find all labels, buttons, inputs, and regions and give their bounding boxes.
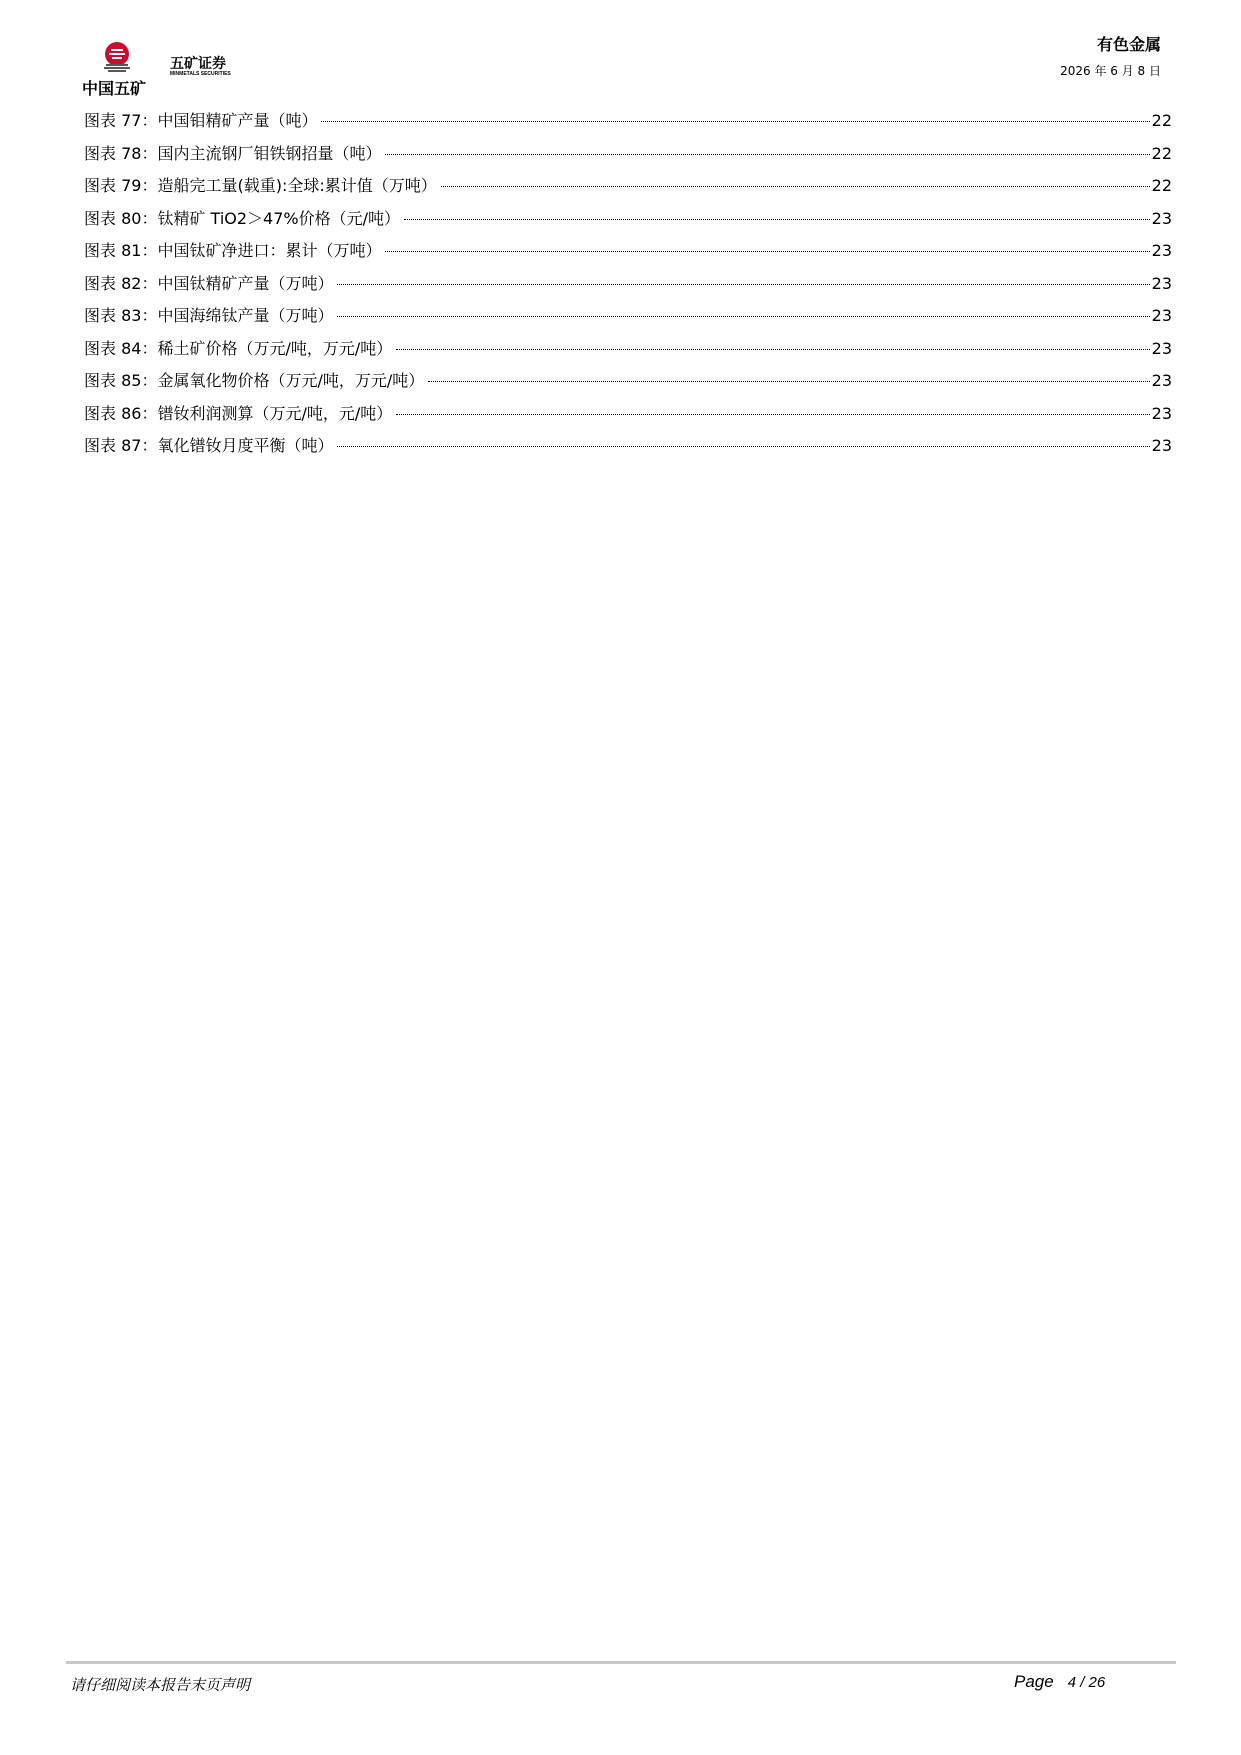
figure-page-number: 23 <box>1151 273 1172 293</box>
page-number: 4 / 26 <box>1067 1674 1106 1691</box>
figure-page-number: 22 <box>1151 143 1172 163</box>
figure-page-number: 23 <box>1151 436 1172 455</box>
figure-list-entry[interactable] <box>84 141 1172 174</box>
footer-disclaimer: 请仔细阅读本报告末页声明 <box>70 1676 251 1694</box>
figure-list-entry[interactable] <box>84 108 1172 141</box>
figure-number: 图表 83： <box>84 306 158 325</box>
figure-page-number: 23 <box>1151 338 1172 358</box>
figure-title: 镨钕利润测算（万元/吨，元/吨） <box>157 403 393 423</box>
dot-leader <box>428 381 1149 382</box>
figure-number: 图表 84： <box>84 338 158 358</box>
figure-page-number: 23 <box>1151 306 1172 325</box>
dot-leader <box>337 316 1149 317</box>
figure-title: 氧化镨钕月度平衡（吨） <box>157 436 334 455</box>
page-header <box>0 0 1241 100</box>
page-word: Page <box>1014 1672 1054 1691</box>
figure-page-number: 23 <box>1151 371 1172 390</box>
figure-list-entry[interactable] <box>84 401 1172 434</box>
figure-list-entry[interactable] <box>84 303 1172 336</box>
figure-title: 国内主流钢厂钼铁钢招量（吨） <box>157 143 382 163</box>
figure-list-entry[interactable] <box>84 368 1172 401</box>
figure-title: 中国钛精矿产量（万吨） <box>157 273 334 293</box>
figure-list <box>84 108 1172 466</box>
dot-leader <box>396 349 1149 350</box>
figure-title: 稀土矿价格（万元/吨，万元/吨） <box>157 338 393 358</box>
figure-page-number: 23 <box>1151 403 1172 423</box>
dot-leader <box>337 284 1149 285</box>
figure-title: 钛精矿 TiO2＞47%价格（元/吨） <box>157 208 400 228</box>
report-date: 2026 年 6 月 8 日 <box>1060 64 1161 78</box>
figure-number: 图表 80： <box>84 208 158 228</box>
figure-title: 造船完工量(载重):全球:累计值（万吨） <box>157 176 437 195</box>
dot-leader <box>385 251 1149 252</box>
figure-title: 中国钼精矿产量（吨） <box>157 111 318 130</box>
figure-list-entry[interactable] <box>84 238 1172 271</box>
figure-title: 中国海绵钛产量（万吨） <box>157 306 334 325</box>
figure-page-number: 22 <box>1151 176 1172 195</box>
dot-leader <box>337 446 1149 447</box>
logo-securities-name-en: MINMETALS SECURITIES <box>170 71 231 77</box>
minmetals-emblem-icon <box>100 40 134 74</box>
dot-leader <box>404 219 1150 220</box>
figure-page-number: 23 <box>1151 208 1172 228</box>
page-indicator <box>1014 1672 1105 1692</box>
figure-number: 图表 78： <box>84 143 158 163</box>
figure-number: 图表 79： <box>84 176 158 195</box>
figure-page-number: 22 <box>1151 111 1172 130</box>
figure-list-entry[interactable] <box>84 173 1172 206</box>
figure-number: 图表 82： <box>84 273 158 293</box>
figure-list-entry[interactable] <box>84 336 1172 369</box>
dot-leader <box>321 121 1149 122</box>
logo-group-name: 中国五矿 <box>82 79 147 98</box>
dot-leader <box>385 154 1149 155</box>
logo-securities-name: 五矿证券 <box>170 56 226 72</box>
figure-number: 图表 87： <box>84 436 158 455</box>
figure-list-entry[interactable] <box>84 433 1172 466</box>
figure-number: 图表 86： <box>84 403 158 423</box>
figure-list-entry[interactable] <box>84 206 1172 239</box>
figure-title: 中国钛矿净进口：累计（万吨） <box>157 241 382 260</box>
dot-leader <box>396 414 1149 415</box>
figure-number: 图表 85： <box>84 371 158 390</box>
company-logo <box>82 38 242 96</box>
footer-divider <box>66 1661 1176 1664</box>
figure-title: 金属氧化物价格（万元/吨，万元/吨） <box>157 371 425 390</box>
figure-number: 图表 81： <box>84 241 158 260</box>
report-category: 有色金属 <box>1096 35 1161 54</box>
dot-leader <box>441 186 1150 187</box>
figure-page-number: 23 <box>1151 241 1172 260</box>
figure-list-entry[interactable] <box>84 271 1172 304</box>
figure-number: 图表 77： <box>84 111 158 130</box>
